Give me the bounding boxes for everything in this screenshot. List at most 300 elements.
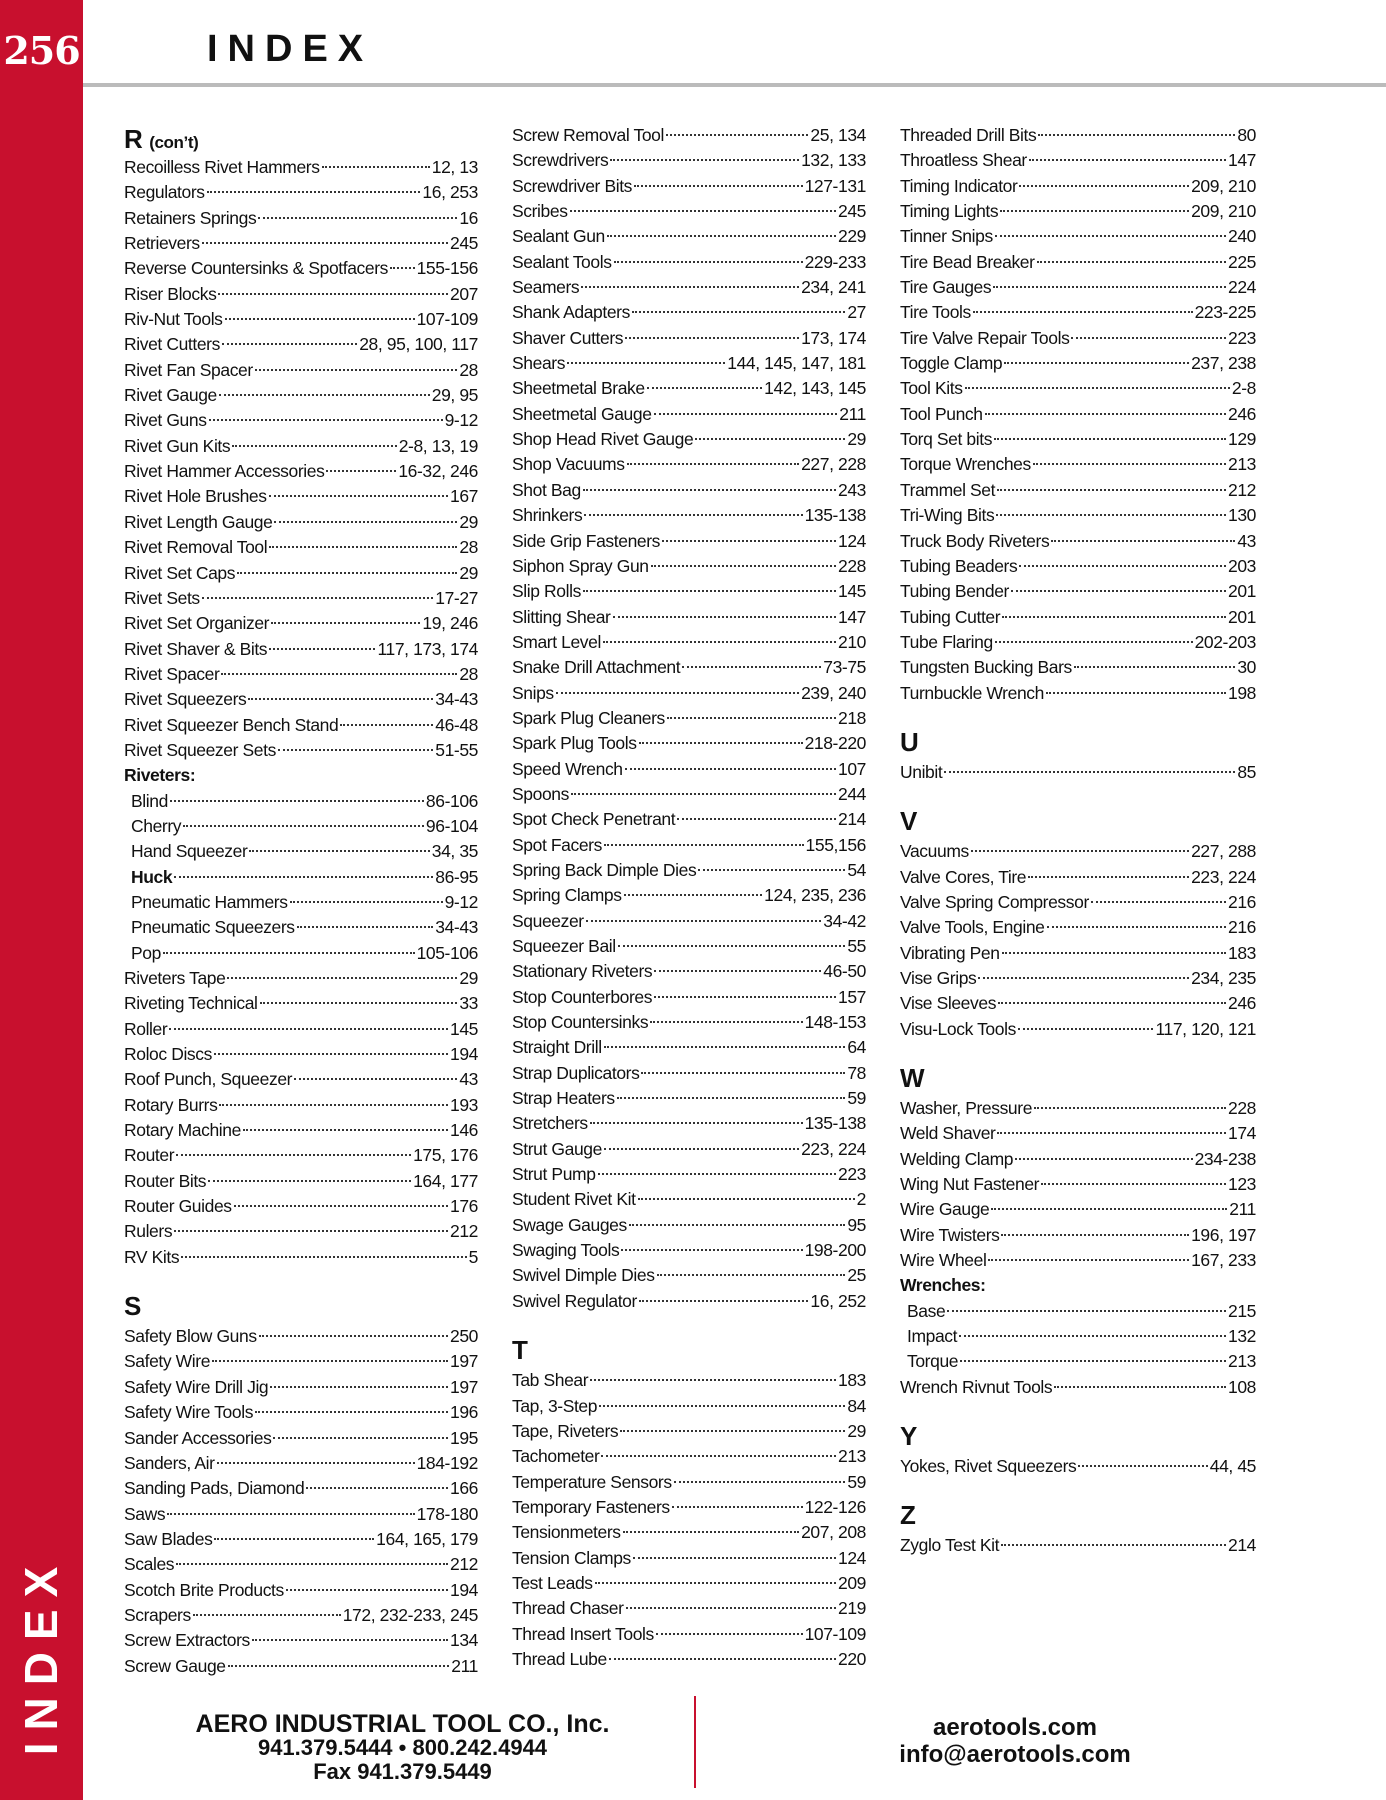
entry-term: Strut Pump	[512, 1164, 596, 1185]
index-entry	[512, 1546, 866, 1571]
entry-page-numbers: 210	[838, 631, 866, 652]
entry-page-numbers: 240	[1228, 226, 1256, 247]
entry-page-numbers: 9-12	[444, 410, 478, 431]
index-entry	[512, 655, 866, 680]
index-entry	[124, 966, 478, 991]
dot-leader	[1047, 926, 1227, 928]
dot-leader	[698, 869, 845, 871]
index-entry	[900, 123, 1256, 148]
section-letter: R	[124, 124, 143, 154]
entry-page-numbers: 234-238	[1194, 1148, 1256, 1169]
entry-term: Tensionmeters	[512, 1522, 621, 1543]
dot-leader	[650, 1021, 802, 1023]
entry-page-numbers: 214	[1228, 1535, 1256, 1556]
index-entry	[512, 757, 866, 782]
index-entry	[124, 1400, 478, 1425]
entry-page-numbers: 132	[1228, 1326, 1256, 1347]
entry-term: Vibrating Pen	[900, 942, 1000, 963]
footer-phones: 941.379.5444 • 800.242.4944	[257, 1735, 548, 1760]
entry-term: Rivet Cutters	[124, 334, 220, 355]
index-entry	[512, 1622, 866, 1647]
entry-page-numbers: 211	[839, 403, 866, 424]
index-entry	[900, 1147, 1256, 1172]
entry-term: Safety Wire Tools	[124, 1402, 254, 1423]
entry-term: Shop Vacuums	[512, 454, 625, 475]
entry-page-numbers: 29	[847, 1420, 866, 1441]
entry-page-numbers: 84	[847, 1395, 866, 1416]
entry-page-numbers: 184-192	[416, 1452, 478, 1473]
entry-term: Seamers	[512, 277, 580, 298]
dot-leader	[1071, 337, 1226, 339]
index-entry	[124, 231, 478, 256]
index-entry	[512, 1263, 866, 1288]
entry-term: Valve Cores, Tire	[900, 866, 1027, 887]
entry-term: Retrievers	[124, 233, 200, 254]
entry-page-numbers: 123	[1228, 1174, 1256, 1195]
index-entry	[900, 326, 1256, 351]
entry-term: Truck Body Riveters	[900, 530, 1050, 551]
entry-page-numbers: 28	[459, 663, 478, 684]
entry-page-numbers: 167	[450, 486, 478, 507]
entry-page-numbers: 117, 173, 174	[377, 638, 478, 659]
dot-leader	[995, 641, 1193, 643]
entry-page-numbers: 234, 241	[801, 277, 866, 298]
dot-leader	[1028, 876, 1189, 878]
dot-leader	[1034, 1107, 1226, 1109]
entry-term: Saws	[124, 1503, 166, 1524]
section-heading-t	[512, 1332, 866, 1368]
entry-page-numbers: 2	[856, 1189, 866, 1210]
entry-page-numbers: 245	[838, 201, 866, 222]
dot-leader	[269, 648, 375, 650]
entry-page-numbers: 193	[450, 1094, 478, 1115]
index-entry	[124, 687, 478, 712]
side-index-label: INDEX	[15, 1554, 67, 1756]
entry-page-numbers: 196, 197	[1191, 1224, 1256, 1245]
entry-page-numbers: 183	[838, 1370, 866, 1391]
entry-page-numbers: 16, 253	[422, 182, 478, 203]
entry-page-numbers: 80	[1237, 125, 1256, 145]
entry-page-numbers: 218	[838, 707, 866, 728]
dot-leader	[225, 318, 415, 320]
dot-leader	[270, 1386, 448, 1388]
section-heading-w	[900, 1060, 1256, 1096]
dot-leader	[654, 970, 821, 972]
entry-term: Tab Shear	[512, 1370, 589, 1391]
index-entry	[124, 358, 478, 383]
index-entry	[512, 807, 866, 832]
index-entry	[124, 1067, 478, 1092]
index-entry	[124, 1552, 478, 1577]
entry-page-numbers: 34-43	[435, 689, 478, 710]
entry-term: Swivel Dimple Dies	[512, 1265, 655, 1286]
entry-page-numbers: 197	[450, 1351, 478, 1372]
entry-page-numbers: 223	[1228, 327, 1256, 348]
entry-term: Roof Punch, Squeezer	[124, 1069, 293, 1090]
dot-leader	[1051, 540, 1235, 542]
index-entry	[900, 991, 1256, 1016]
entry-page-numbers: 198-200	[804, 1240, 866, 1261]
entry-page-numbers: 55	[847, 936, 866, 956]
dot-leader	[567, 362, 725, 364]
entry-page-numbers: 209	[838, 1572, 866, 1593]
section-heading-s	[124, 1288, 478, 1324]
entry-term: Base	[907, 1300, 946, 1321]
entry-term: Impact	[907, 1326, 958, 1347]
entry-term: Rivet Shaver & Bits	[124, 638, 268, 659]
entry-term: Siphon Spray Gun	[512, 555, 649, 576]
dot-leader	[667, 717, 836, 719]
entry-page-numbers: 219	[838, 1598, 866, 1619]
dot-leader	[219, 1104, 448, 1106]
entry-page-numbers: 175, 176	[413, 1145, 478, 1166]
index-entry	[900, 376, 1256, 401]
entry-term: Rivet Gauge	[124, 385, 217, 406]
index-entry	[512, 1520, 866, 1545]
entry-page-numbers: 227, 228	[801, 454, 866, 475]
dot-leader	[614, 261, 803, 263]
dot-leader	[641, 1072, 845, 1074]
entry-page-numbers: 28, 95, 100, 117	[359, 334, 478, 355]
index-entry	[900, 605, 1256, 630]
entry-term: Regulators	[124, 182, 205, 203]
entry-page-numbers: 142, 143, 145	[764, 378, 866, 399]
entry-page-numbers: 213	[838, 1446, 866, 1467]
dot-leader	[286, 1589, 448, 1591]
index-entry	[900, 1197, 1256, 1222]
entry-term: Yokes, Rivet Squeezers	[900, 1456, 1077, 1477]
entry-page-numbers: 43	[1237, 530, 1256, 551]
dot-leader	[214, 1053, 448, 1055]
entry-page-numbers: 85	[1237, 761, 1256, 782]
entry-term: Timing Indicator	[900, 175, 1018, 196]
entry-term: Test Leads	[512, 1572, 593, 1593]
dot-leader	[586, 920, 822, 922]
dot-leader	[181, 1256, 466, 1258]
index-entry	[900, 865, 1256, 890]
index-entry	[124, 1143, 478, 1168]
entry-term: Temperature Sensors	[512, 1471, 672, 1492]
entry-page-numbers: 212	[1228, 479, 1256, 500]
index-entry	[124, 459, 478, 484]
index-entry	[900, 630, 1256, 655]
index-entry	[512, 1035, 866, 1060]
entry-page-numbers: 46-50	[823, 961, 866, 982]
index-entry	[900, 915, 1256, 940]
entry-page-numbers: 130	[1228, 505, 1256, 526]
entry-term: Safety Wire Drill Jig	[124, 1376, 269, 1397]
index-entry	[900, 966, 1256, 991]
entry-page-numbers: 51-55	[435, 739, 478, 760]
footer-contact-block	[790, 1714, 1240, 1768]
index-entry	[900, 478, 1256, 503]
entry-page-numbers: 16, 252	[810, 1290, 866, 1311]
entry-page-numbers: 33	[459, 993, 478, 1014]
dot-leader	[626, 1607, 836, 1609]
entry-term: Pneumatic Squeezers	[131, 917, 295, 938]
dot-leader	[1046, 692, 1226, 694]
entry-page-numbers: 196	[450, 1402, 478, 1423]
dot-leader	[590, 1379, 836, 1381]
index-entry	[512, 605, 866, 630]
entry-term: Screwdrivers	[512, 150, 609, 171]
dot-leader	[583, 590, 836, 592]
dot-leader	[959, 1335, 1226, 1337]
dot-leader	[960, 1360, 1226, 1362]
entry-term: Screw Gauge	[124, 1655, 226, 1676]
entry-term: Timing Lights	[900, 201, 999, 222]
dot-leader	[598, 1173, 836, 1175]
entry-term: Visu-Lock Tools	[900, 1018, 1016, 1039]
dot-leader	[603, 641, 836, 643]
dot-leader	[1054, 1386, 1226, 1388]
entry-page-numbers: 147	[838, 606, 866, 627]
index-entry	[124, 1375, 478, 1400]
entry-term: Reverse Countersinks & Spotfacers	[124, 258, 389, 279]
entry-page-numbers: 28	[459, 537, 478, 558]
index-entry	[124, 637, 478, 662]
entry-page-numbers: 234, 235	[1191, 967, 1256, 988]
entry-page-numbers: 46-48	[435, 714, 478, 735]
index-entry	[124, 611, 478, 636]
dot-leader	[1015, 1158, 1192, 1160]
dot-leader	[604, 1148, 799, 1150]
entry-page-numbers: 29	[459, 562, 478, 583]
entry-page-numbers: 135-138	[804, 1113, 866, 1134]
entry-page-numbers: 34, 35	[431, 841, 478, 862]
index-entry	[900, 1248, 1256, 1273]
dot-leader	[274, 521, 457, 523]
entry-term: Vacuums	[900, 841, 969, 862]
dot-leader	[625, 337, 799, 339]
entry-term: Welding Clamp	[900, 1148, 1014, 1169]
entry-page-numbers: 19, 246	[422, 613, 478, 634]
entry-page-numbers: 157	[838, 986, 866, 1007]
entry-page-numbers: 86-95	[435, 866, 478, 887]
dot-leader	[654, 996, 836, 998]
index-entry	[124, 1426, 478, 1451]
index-entry	[124, 383, 478, 408]
index-entry	[900, 275, 1256, 300]
dot-leader	[609, 1658, 836, 1660]
dot-leader	[176, 1563, 448, 1565]
dot-leader	[259, 1335, 448, 1337]
dot-leader	[252, 1639, 448, 1641]
section-continued-label: (con’t)	[149, 133, 199, 152]
index-entry	[124, 535, 478, 560]
entry-term: Sealant Gun	[512, 226, 605, 247]
section-heading-z	[900, 1497, 1256, 1533]
index-entry	[124, 662, 478, 687]
footer-website[interactable]: aerotools.com	[932, 1714, 1098, 1741]
entry-term: Thread Insert Tools	[512, 1623, 654, 1644]
index-entry	[512, 833, 866, 858]
entry-page-numbers: 207, 208	[801, 1522, 866, 1543]
index-entry	[124, 256, 478, 281]
index-entry	[124, 155, 478, 180]
index-entry	[900, 1172, 1256, 1197]
entry-term: Pop	[131, 942, 161, 963]
entry-term: Vise Sleeves	[900, 993, 997, 1014]
entry-page-numbers: 27	[847, 302, 866, 323]
entry-term: Tube Flaring	[900, 631, 993, 652]
entry-page-numbers: 245	[450, 233, 478, 254]
index-entry	[512, 1187, 866, 1212]
index-column-1	[124, 123, 478, 1679]
dot-leader	[625, 768, 836, 770]
index-entry	[512, 731, 866, 756]
entry-term: Shrinkers	[512, 505, 583, 526]
index-entry	[512, 1010, 866, 1035]
entry-term: Throatless Shear	[900, 150, 1027, 171]
index-entry	[124, 1324, 478, 1349]
entry-term: Tape, Riveters	[512, 1420, 619, 1441]
dot-leader	[599, 1405, 845, 1407]
dot-leader	[601, 1455, 836, 1457]
dot-leader	[610, 159, 799, 161]
entry-page-numbers: 145	[450, 1018, 478, 1039]
dot-leader	[666, 134, 808, 136]
dot-leader	[583, 489, 836, 491]
index-entry	[124, 1349, 478, 1374]
dot-leader	[237, 572, 457, 574]
dot-leader	[249, 850, 429, 852]
entry-term: Tungsten Bucking Bars	[900, 657, 1072, 678]
index-entry	[124, 1093, 478, 1118]
entry-page-numbers: 134	[450, 1630, 478, 1651]
dot-leader	[1004, 362, 1189, 364]
entry-term: Rivet Hole Brushes	[124, 486, 267, 507]
entry-page-numbers: 29	[847, 429, 866, 450]
entry-term: Sander Accessories	[124, 1427, 272, 1448]
index-entry	[900, 503, 1256, 528]
dot-leader	[998, 1002, 1226, 1004]
entry-term: Wire Wheel	[900, 1250, 987, 1271]
section-letter: V	[900, 806, 917, 837]
dot-leader	[997, 489, 1226, 491]
dot-leader	[656, 1633, 803, 1635]
index-entry	[124, 307, 478, 332]
dot-leader	[1037, 261, 1226, 263]
entry-page-numbers: 243	[838, 479, 866, 500]
entry-page-numbers: 2-8	[1231, 378, 1256, 399]
dot-leader	[183, 825, 424, 827]
entry-term: Snake Drill Attachment	[512, 657, 681, 678]
index-entry	[900, 224, 1256, 249]
dot-leader	[234, 1205, 448, 1207]
index-entry	[512, 478, 866, 503]
dot-leader	[260, 1002, 458, 1004]
entry-page-numbers: 229	[838, 226, 866, 247]
index-entry	[900, 174, 1256, 199]
entry-page-numbers: 173, 174	[801, 327, 866, 348]
entry-term: Rivet Hammer Accessories	[124, 461, 325, 482]
index-entry	[512, 883, 866, 908]
index-entry	[900, 427, 1256, 452]
dot-leader	[221, 673, 457, 675]
entry-page-numbers: 132, 133	[801, 150, 866, 171]
entry-term: Torque	[907, 1351, 959, 1372]
dot-leader	[639, 742, 803, 744]
entry-term: Temporary Fasteners	[512, 1496, 670, 1517]
index-entry	[124, 1578, 478, 1603]
index-entry	[900, 1299, 1256, 1324]
entry-term: Snips	[512, 682, 554, 703]
entry-term: Rivet Length Gauge	[124, 511, 273, 532]
index-entry	[512, 224, 866, 249]
dot-leader	[219, 394, 430, 396]
entry-page-numbers: 73-75	[823, 657, 866, 678]
index-entry	[900, 554, 1256, 579]
entry-term: Spoons	[512, 783, 569, 804]
entry-page-numbers: 246	[1228, 993, 1256, 1014]
entry-term: Screwdriver Bits	[512, 175, 633, 196]
index-entry	[512, 1289, 866, 1314]
dot-leader	[258, 217, 457, 219]
entry-term: Scrapers	[124, 1604, 191, 1625]
entry-term: Scales	[124, 1554, 175, 1575]
entry-term: Rotary Machine	[124, 1120, 241, 1141]
entry-term: Strut Gauge	[512, 1138, 602, 1159]
dot-leader	[255, 1411, 448, 1413]
footer-company-block	[130, 1712, 675, 1784]
entry-term: Rivet Spacer	[124, 663, 220, 684]
entry-page-numbers: 107-109	[804, 1623, 866, 1644]
dot-leader	[202, 242, 448, 244]
entry-term: Saw Blades	[124, 1528, 213, 1549]
dot-leader	[654, 413, 838, 415]
index-entry	[512, 529, 866, 554]
entry-page-numbers: 216	[1228, 891, 1256, 912]
entry-page-numbers: 34-42	[823, 910, 866, 931]
index-entry	[900, 890, 1256, 915]
entry-term: Rivet Squeezers	[124, 689, 247, 710]
index-entry	[124, 1628, 478, 1653]
footer-email[interactable]: info@aerotools.com	[899, 1741, 1131, 1768]
entry-term: Screw Extractors	[124, 1630, 250, 1651]
index-entry	[512, 959, 866, 984]
index-entry	[124, 1654, 478, 1679]
entry-page-numbers: 176	[450, 1196, 478, 1217]
dot-leader	[212, 1360, 448, 1362]
dot-leader	[623, 1531, 799, 1533]
entry-page-numbers: 164, 177	[413, 1170, 478, 1191]
entry-term: Spot Check Penetrant	[512, 809, 676, 830]
index-entry	[512, 326, 866, 351]
entry-page-numbers: 12, 13	[431, 157, 478, 177]
entry-page-numbers: 107-109	[416, 309, 478, 330]
entry-term: Router Guides	[124, 1196, 232, 1217]
entry-term: Spark Plug Tools	[512, 733, 637, 754]
entry-term: Torq Set bits	[900, 429, 993, 450]
entry-page-numbers: 209, 210	[1191, 175, 1256, 196]
dot-leader	[995, 235, 1226, 237]
index-entry	[900, 579, 1256, 604]
dot-leader	[624, 894, 763, 896]
index-entry	[512, 1495, 866, 1520]
dot-leader	[1011, 590, 1226, 592]
index-entry	[900, 1017, 1256, 1042]
page-number: 256	[3, 28, 80, 73]
index-entry	[512, 300, 866, 325]
dot-leader	[271, 622, 420, 624]
index-entry	[512, 1571, 866, 1596]
entry-term: Tire Valve Repair Tools	[900, 327, 1070, 348]
dot-leader	[243, 1129, 448, 1131]
dot-leader	[672, 1506, 803, 1508]
index-entry	[124, 1527, 478, 1552]
index-entry	[512, 250, 866, 275]
